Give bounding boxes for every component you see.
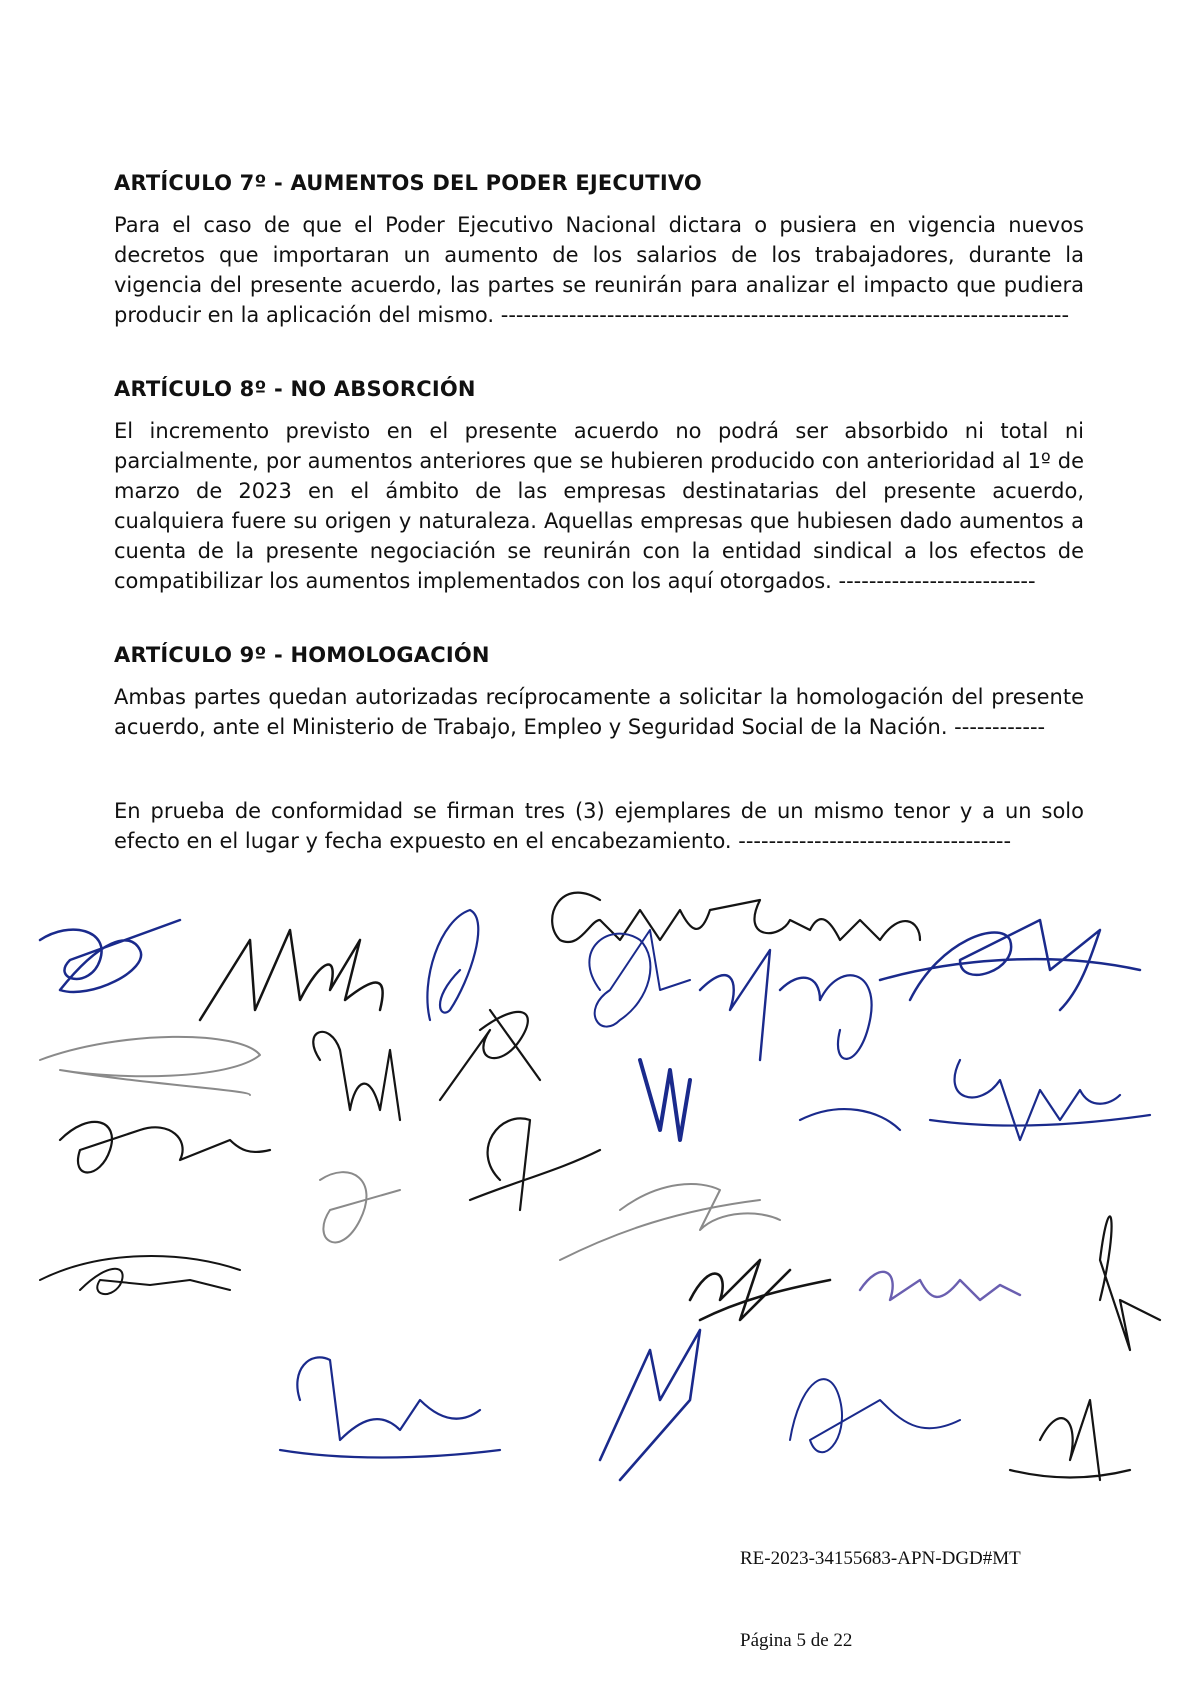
document-content xyxy=(114,168,1084,856)
signature-4-gustavo xyxy=(552,893,920,942)
signature-18 xyxy=(40,1256,240,1294)
signature-9 xyxy=(40,1037,260,1095)
signature-14 xyxy=(60,1122,270,1173)
signature-6 xyxy=(440,1010,540,1100)
signature-15 xyxy=(470,1118,600,1210)
signature-7 xyxy=(589,930,690,1027)
signature-17 xyxy=(560,1184,780,1260)
article-heading: ARTÍCULO 7º - AUMENTOS DEL PODER EJECUTIVO xyxy=(114,171,702,195)
article-9 xyxy=(114,640,1084,742)
signature-12 xyxy=(800,975,900,1130)
signature-2 xyxy=(200,930,383,1020)
signature-8 xyxy=(700,950,820,1060)
signature-13 xyxy=(930,1060,1150,1140)
signature-11 xyxy=(640,1060,690,1140)
signature-20 xyxy=(860,1272,1020,1300)
signature-22 xyxy=(280,1357,500,1457)
article-7 xyxy=(114,168,1084,330)
page-number: Página 5 de 22 xyxy=(740,1630,853,1651)
closing-statement: En prueba de conformidad se firman tres (3) ejemplares de un mismo tenor y a un solo efecto en el lugar y fecha expuesto en el encabezamiento. ------------------------------------ xyxy=(114,799,1084,853)
signature-21 xyxy=(1100,1216,1160,1350)
signature-25 xyxy=(1010,1400,1130,1480)
article-body: Para el caso de que el Poder Ejecutivo Nacional dictara o pusiera en vigencia nuevos decretos que importaran un aumento de los salarios de los trabajadores, durante la vigencia del presente acuerdo, las partes se reunirán para analizar el impacto que pudiera producir en la aplicación del mismo. --------------------------------------------------------------------------- xyxy=(114,213,1084,327)
article-heading: ARTÍCULO 8º - NO ABSORCIÓN xyxy=(114,377,476,401)
signature-10 xyxy=(313,1032,400,1120)
article-body: Ambas partes quedan autorizadas recíprocamente a solicitar la homologación del presente acuerdo, ante el Ministerio de Trabajo, Empleo y Seguridad Social de la Nación. ------------ xyxy=(114,685,1084,739)
document-reference: RE-2023-34155683-APN-DGD#MT xyxy=(740,1548,1021,1569)
article-heading: ARTÍCULO 9º - HOMOLOGACIÓN xyxy=(114,643,490,667)
signature-19 xyxy=(690,1260,830,1320)
article-8 xyxy=(114,374,1084,596)
signature-23 xyxy=(600,1330,700,1480)
article-body: El incremento previsto en el presente acuerdo no podrá ser absorbido ni total ni parcialmente, por aumentos anteriores que se hubieren producido con anterioridad al 1º de marzo de 2023 en el ámbito de las empresas destinatarias del presente acuerdo, cualquiera fuere su origen y naturaleza. Aquellas empresas que hubiesen dado aumentos a cuenta de la presente negociación se reunirán con la entidad sindical a los efectos de compatibilizar los aumentos implementados con los aquí otorgados. -------------------------- xyxy=(114,419,1084,593)
signature-16 xyxy=(320,1172,400,1242)
signature-24 xyxy=(790,1379,960,1452)
signature-1 xyxy=(40,920,180,992)
signature-3 xyxy=(427,910,478,1020)
